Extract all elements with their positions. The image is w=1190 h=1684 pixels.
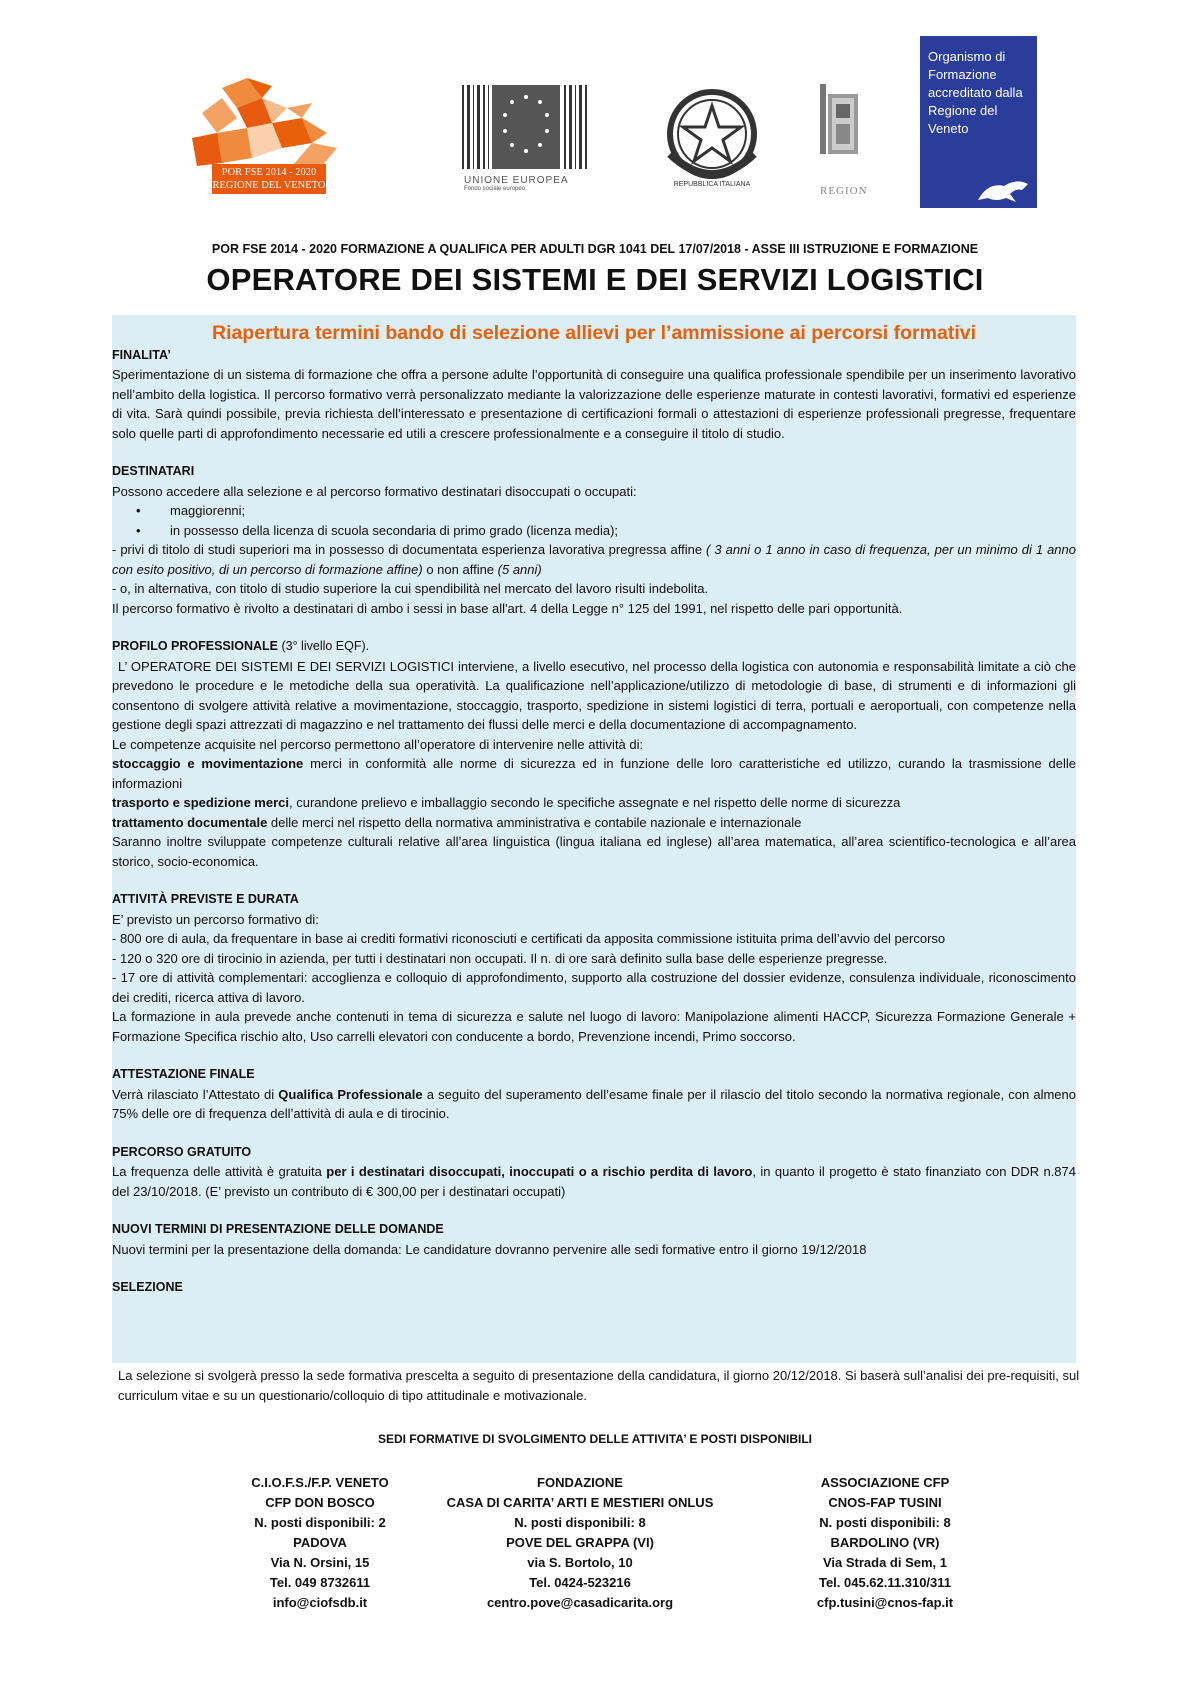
destinatari-intro: Possono accedere alla selezione e al percorso formativo destinatari disoccupati o occupati: [112, 483, 637, 499]
organismo-formazione-logo [920, 36, 1037, 208]
sede-city: POVE DEL GRAPPA (VI) [506, 1535, 654, 1550]
profilo-heading: PROFILO PROFESSIONALE [112, 639, 278, 653]
reopening-banner: Riapertura termini bando di selezione allievi per l’ammissione ai percorsi formativi [212, 322, 976, 344]
sedi-title: SEDI FORMATIVE DI SVOLGIMENTO DELLE ATTIVITA’ E POSTI DISPONIBILI [377, 1432, 813, 1446]
por-fse-line2: REGIONE DEL VENETO [212, 180, 326, 191]
sede-phone: Tel. 049 8732611 [269, 1575, 371, 1590]
lion-icon [976, 176, 1031, 204]
bullet-text: in possesso della licenza di scuola secondaria di primo grado (licenza media); [170, 522, 619, 538]
attivita-line: - 17 ore di attività complementari: accoglienza e colloquio di approfondimento, supporto alla costruzione del dossier evidenze, consulenza individuale, riconoscimento dei crediti, ricerca attiva di lavoro. [112, 970, 1076, 1005]
attestazione-text-b: a seguito del superamento dell’esame finale per il rilascio del titolo secondo la normativa regionale, con almeno 75% delle ore di frequenza dell’attività di aula e di tirocinio. [112, 1086, 1076, 1121]
gratuito-text [112, 1162, 1076, 1201]
sede-name-line2: CFP DON BOSCO [265, 1495, 375, 1510]
sede-posti: N. posti disponibili: 2 [254, 1515, 386, 1530]
profilo-item2 [112, 793, 1076, 813]
attestazione-text-bold: Qualifica Professionale [278, 1086, 423, 1102]
sede-phone: Tel. 0424-523216 [529, 1575, 631, 1590]
sede-name-line1: ASSOCIAZIONE CFP [820, 1475, 950, 1490]
sede-address: via S. Bortolo, 10 [527, 1555, 633, 1570]
ue-label [464, 175, 569, 192]
it-emblem-text: REPUBBLICA ITALIANA [673, 181, 751, 188]
profilo-item2-bold: trasporto e spedizione merci [112, 795, 289, 810]
sede-name-line1: FONDAZIONE [537, 1475, 623, 1490]
por-fse-label [212, 164, 326, 194]
attivita-line: La formazione in aula prevede anche contenuti in tema di sicurezza e salute nel luogo di lavoro: Manipolazione alimenti HACCP, Sicurezza Formazione Generale + Formazione Specifica rischio alto, Uso carrelli elevatori con conducente a bordo, Prevenzione incendi, Primo soccorso. [112, 1009, 1076, 1044]
gratuito-text-b: , in quanto il progetto è stato finanziato con DDR n.874 del 23/10/2018. (E’ previsto un contributo di € 300,00 per i destinatari occupati) [112, 1164, 1077, 1199]
program-subtitle: POR FSE 2014 - 2020 FORMAZIONE A QUALIFICA PER ADULTI DGR 1041 DEL 17/07/2018 - ASSE III ISTRUZIONE E FORMAZIONE [211, 242, 979, 256]
profilo-item1-bold: stoccaggio e movimentazione [112, 756, 304, 771]
destinatari-line1-d: (5 anni) [497, 561, 542, 577]
sede-address: Via Strada di Sem, 1 [822, 1555, 948, 1570]
profilo-item1 [112, 754, 1076, 793]
bullet-text: maggiorenni; [170, 503, 246, 518]
profilo-heading-suffix: (3° livello EQF). [278, 639, 370, 653]
profilo-text2: Le competenze acquisite nel percorso permettono all’operatore di intervenire nelle attività di: [112, 736, 644, 752]
main-content [112, 320, 1076, 1298]
sede-posti: N. posti disponibili: 8 [514, 1515, 646, 1530]
attestazione-text-a: Verrà rilasciato l’Attestato di [112, 1086, 279, 1102]
sede-pove-del-grappa [430, 1473, 730, 1613]
gratuito-heading: PERCORSO GRATUITO [112, 1144, 252, 1159]
attivita-line: - 120 o 320 ore di tirocinio in azienda, per tutti i destinatari non occupati. Il n. di ore sarà definito sulla base delle esperienze pregresse. [112, 950, 888, 966]
destinatari-bullet [112, 521, 1076, 541]
logo-bar [0, 0, 1190, 215]
destinatari-line2: - o, in alternativa, con titolo di studio superiore la cui spendibilità nel mercato del lavoro risulti indebolita. [112, 581, 709, 596]
sede-city: PADOVA [293, 1535, 347, 1550]
destinatari-line1-a: - privi di titolo di studi superiori ma in possesso di documentata esperienza lavorativa pregressa affine [112, 542, 703, 557]
regione-label: REGION [820, 185, 868, 197]
sede-city: BARDOLINO (VR) [830, 1535, 940, 1550]
profilo-heading-row [112, 637, 1076, 657]
finalita-heading: FINALITA’ [112, 347, 171, 362]
sede-email: centro.pove@casadicarita.org [486, 1595, 674, 1610]
attivita-intro: E’ previsto un percorso formativo di: [112, 911, 319, 927]
destinatari-line1-c: o non affine [422, 561, 498, 577]
destinatari-heading: DESTINATARI [112, 464, 195, 478]
sede-email: cfp.tusini@cnos-fap.it [816, 1595, 954, 1610]
italian-republic-emblem [652, 84, 772, 194]
destinatari-line1-b: ( 3 anni o 1 anno in caso di frequenza, per un minimo di 1 anno con esito positivo, di un percorso di formazione affine) [112, 542, 1076, 577]
profilo-item3 [112, 813, 1076, 833]
selezione-text: La selezione si svolgerà presso la sede formativa prescelta a seguito di presentazione della candidatura, il giorno 20/12/2018. Si baserà sull’analisi dei pre-requisiti, sul curriculum vitae e su un questionario/colloquio di tipo attitudinale e motivazionale. [118, 1368, 1080, 1403]
attestazione-text [112, 1085, 1076, 1124]
sede-name-line2: CNOS-FAP TUSINI [828, 1495, 942, 1510]
attivita-line: - 800 ore di aula, da frequentare in base ai crediti formativi riconosciuti e certificati da apposita commissione istituita prima dell’avvio del percorso [112, 931, 946, 946]
ue-subtext: Fondo sociale europeo [464, 186, 526, 192]
bullet-dot: • [136, 522, 141, 538]
sede-posti: N. posti disponibili: 8 [819, 1515, 951, 1530]
ue-logo [460, 83, 590, 193]
sede-phone: Tel. 045.62.11.310/311 [818, 1575, 952, 1590]
attivita-heading: ATTIVITÀ PREVISTE E DURATA [112, 892, 299, 906]
gratuito-text-a: La frequenza delle attività è gratuita [112, 1164, 327, 1179]
selezione-heading: SELEZIONE [112, 1280, 183, 1294]
profilo-item3-text: delle merci nel rispetto della normativa amministrativa e contabile nazionale e internazionale [267, 814, 802, 830]
termini-heading: NUOVI TERMINI DI PRESENTAZIONE DELLE DOMANDE [112, 1222, 444, 1236]
organismo-label: Organismo di Formazione accreditato dalla Regione del Veneto [928, 49, 1023, 136]
profilo-item3-bold: trattamento documentale [112, 814, 268, 830]
course-title: OPERATORE DEI SISTEMI E DEI SERVIZI LOGISTICI [206, 262, 984, 297]
profilo-item2-text: , curandone prelievo e imballaggio secondo le specifiche assegnate e nel rispetto delle norme di sicurezza [289, 795, 901, 810]
profilo-text1: L’ OPERATORE DEI SISTEMI E DEI SERVIZI LOGISTICI interviene, a livello esecutivo, nel processo della logistica con autonomia e responsabilità limitate a ciò che prevedono le procedure e le metodiche della sua operatività. La qualificazione nell’applicazione/utilizzo di metodologie di base, di strumenti e di informazioni gli consentono di svolgere attività relative a movimentazione, stoccaggio, trasporto, spedizione in sistemi logistici di terra, portuali e aeroportuali, con competenze nella gestione degli spazi attrezzati di magazzino e nel trattamento dei flussi delle merci e della documentazione di accompagnamento. [112, 658, 1076, 732]
attestazione-heading: ATTESTAZIONE FINALE [112, 1067, 255, 1081]
por-fse-line1: POR FSE 2014 - 2020 [221, 167, 317, 178]
destinatari-bullet [112, 501, 1076, 521]
sede-name-line2: CASA DI CARITA’ ARTI E MESTIERI ONLUS [446, 1495, 714, 1510]
destinatari-line3: Il percorso formativo è rivolto a destinatari di ambo i sessi in base all'art. 4 della Legge n° 125 del 1991, nel rispetto delle pari opportunità. [112, 600, 903, 616]
profilo-text3: Saranno inoltre sviluppate competenze culturali relative all’area linguistica (lingua italiana ed inglese) all’area matematica, all’area scientifico-tecnologica e all’area storico, socio-economica. [112, 834, 1076, 869]
sede-padova [190, 1473, 450, 1613]
gratuito-text-bold: per i destinatari disoccupati, inoccupati o a rischio perdita di lavoro [326, 1164, 753, 1179]
destinatari-line1 [112, 540, 1076, 579]
ue-text: UNIONE EUROPEA [464, 175, 569, 186]
regione-logo [820, 84, 900, 199]
sede-address: Via N. Orsini, 15 [270, 1555, 370, 1570]
star-emblem-icon [652, 84, 772, 194]
por-fse-mosaic-icon [192, 78, 342, 168]
eu-flag-icon [460, 83, 590, 171]
por-fse-logo [192, 78, 342, 196]
profilo-item1-text: merci in conformità alle norme di sicurezza ed in funzione delle loro caratteristiche ed utilizzo, curando la trasmissione delle informazioni [112, 756, 1076, 791]
sede-name-line1: C.I.O.F.S./F.P. VENETO [251, 1475, 389, 1490]
sede-email: info@ciofsdb.it [272, 1595, 368, 1610]
bullet-dot: • [136, 503, 141, 518]
sede-bardolino [755, 1473, 1015, 1613]
termini-text: Nuovi termini per la presentazione della domanda: Le candidature dovranno pervenire alle sedi formative entro il giorno 19/12/2018 [112, 1241, 867, 1257]
finalita-text: Sperimentazione di un sistema di formazione che offra a persone adulte l’opportunità di conseguire una qualifica professionale spendibile per un inserimento lavorativo nell’ambito della logistica. Il percorso formativo verrà personalizzato mediante la valorizzazione delle esperienze maturate in contesti lavorativi, formativi ed esperienze di vita. Sarà quindi possibile, previa richiesta dell’interessato e presentazione di certificazioni formali o attestazioni di esperienze professionali pregresse, frequentare solo quelle parti di approfondimento necessarie ed utili a crescere professionalmente e a conseguire il titolo di studio. [112, 367, 1076, 441]
regione-emblem-icon [820, 84, 860, 184]
